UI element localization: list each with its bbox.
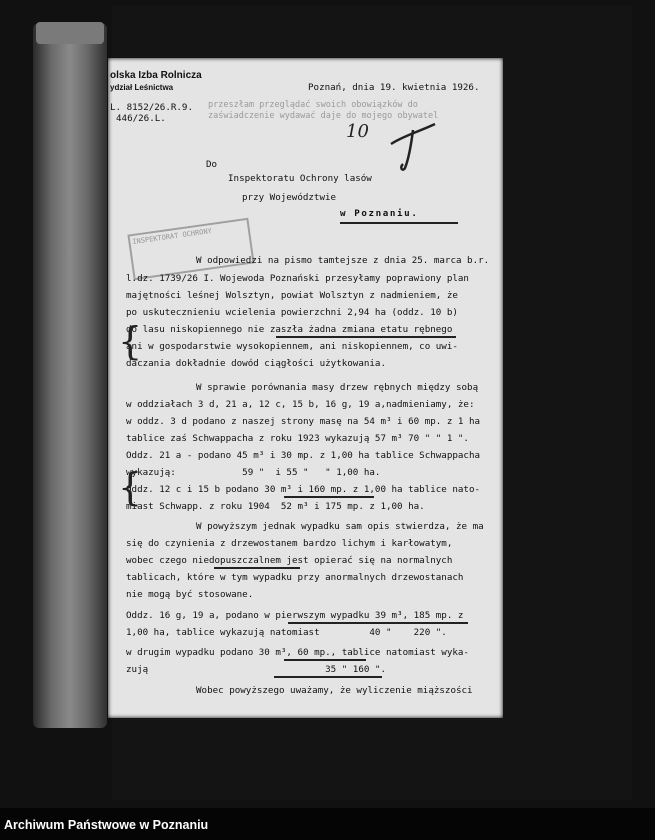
underline (340, 222, 458, 224)
reference-number-2: 446/26.L. (116, 113, 166, 124)
body-line: zują 35 " 160 ". (126, 664, 386, 675)
faded-text-line: zaświadczenie wydawać daje do mojego obywatel (208, 111, 439, 121)
archive-caption: Archiwum Państwowe w Poznaniu (0, 808, 655, 840)
body-line: W sprawie porównania masy drzew rębnych między sobą (196, 382, 479, 393)
body-line: tablicach, które w tym wypadku przy anormalnych drzewostanach (126, 572, 464, 583)
body-line: wobec czego niedopuszczalnem jest opierać się na normalnych (126, 555, 453, 566)
body-line: w oddziałach 3 d, 21 a, 12 c, 15 b, 16 g, 19 a,nadmieniamy, że: (126, 399, 475, 410)
recipient-line-2: przy Województwie (242, 192, 337, 203)
document-page (108, 58, 503, 718)
scroll-roll-cap (36, 22, 104, 44)
dateline: Poznań, dnia 19. kwietnia 1926. (308, 82, 480, 93)
underline (284, 496, 374, 498)
body-line: l.dz. 1739/26 I. Wojewoda Poznański przesyłamy poprawiony plan (126, 273, 469, 284)
body-line: majętności leśnej Wolsztyn, powiat Wolsztyn z nadmieniem, że (126, 290, 458, 301)
letterhead-org: olska Izba Rolnicza (110, 70, 202, 81)
body-line: Wobec powyższego uważamy, że wyliczenie miąższości (196, 685, 473, 696)
body-line: 1,00 ha, tablice wykazują natomiast 40 " 220 ". (126, 627, 447, 638)
body-line: W powyższym jednak wypadku sam opis stwierdza, że ma (196, 521, 484, 532)
body-line: Oddz. 21 a - podano 45 m³ i 30 mp. z 1,00 ha tablice Schwappacha (126, 450, 481, 461)
body-line: nie mogą być stosowane. (126, 589, 254, 600)
body-line: się do czynienia z drzewostanem bardzo lichym i karłowatym, (126, 538, 453, 549)
received-stamp: INSPEKTORAT OCHRONY (127, 218, 254, 281)
scroll-roll (33, 23, 107, 728)
letterhead-dept: ydział Leśnictwa (110, 83, 174, 92)
body-line: w drugim wypadku podano 30 m³, 60 mp., tablice natomiast wyka- (126, 647, 469, 658)
body-line: miast Schwapp. z roku 1904 52 m³ i 175 mp. z 1,00 ha. (126, 501, 425, 512)
underline (274, 676, 382, 678)
body-line: Oddz. 12 c i 15 b podano 30 m³ i 160 mp. z 1,00 ha tablice nato- (126, 484, 481, 495)
margin-bracket: { (118, 319, 143, 363)
margin-annotation: 10 (346, 121, 369, 142)
body-line: w oddz. 3 d podano z naszej strony masę na 54 m³ i 60 mp. z 1 ha (126, 416, 481, 427)
underline (276, 336, 456, 338)
body-line: ani w gospodarstwie wysokopiennem, ani niskopiennem, co uwi- (126, 341, 458, 352)
body-line: wykazują: 59 " i 55 " " 1,00 ha. (126, 467, 381, 478)
body-line: do lasu niskopiennego nie zaszła żadna zmiana etatu rębnego (126, 324, 453, 335)
recipient-line-1: Inspektoratu Ochrony lasów (228, 173, 372, 184)
recipient-city: w Poznaniu. (340, 208, 419, 219)
underline (284, 659, 366, 661)
body-line: po uskutecznieniu wcielenia powierzchni 2,94 ha (oddz. 10 b) (126, 307, 458, 318)
underline (288, 622, 468, 624)
body-line: tablice zaś Schwappacha z roku 1923 wykazują 57 m³ 70 " " 1 ". (126, 433, 469, 444)
body-line: W odpowiedzi na pismo tamtejsze z dnia 25. marca b.r. (196, 255, 490, 266)
margin-bracket: { (118, 465, 143, 509)
faded-text-line: przeszłam przeglądać swoich obowiązków do (208, 100, 418, 110)
underline (214, 567, 300, 569)
reference-number: L. 8152/26.R.9. (110, 102, 193, 113)
recipient-do: Do (206, 159, 218, 170)
handwritten-checkmark (383, 116, 443, 176)
body-line: daczania dokładnie dowód ciągłości użytkowania. (126, 358, 386, 369)
body-line: Oddz. 16 g, 19 a, podano w pierwszym wypadku 39 m³, 185 mp. z (126, 610, 464, 621)
